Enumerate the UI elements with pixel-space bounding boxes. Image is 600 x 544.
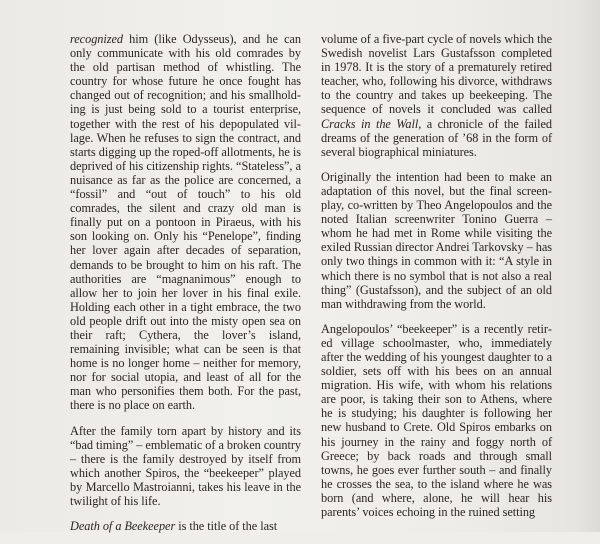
paragraph (70, 519, 301, 533)
italic-phrase: recognized (70, 32, 123, 46)
paragraph-text: him (like Odysseus), and he can only communicate with his old comrades by the old partisan method of whistling. The country for whose future he once fought has changed out of recognition; and his smallholding is just being sold to a tourist enterprise, together with the rest of his depopulated village. When he refuses to sign the contract, and starts digging up the roped-off allotments, he is deprived of his citizenship rights. “Stateless”, a nuisance as far as the police are concerned, a “fossil” and “out of touch” to his old comrades, the silent and crazy old man is finally put on a pontoon in Piraeus, with his son looking on. Only his “Penelope”, finding her lover again after decades of separation, demands to be brought to him on his raft. The authorities are “magnanimous” enough to allow her to join her lover in his final exile. Holding each other in a tight embrace, the two old people drift out into the misty open sea on their raft; Cythera, the lover’s island, remaining invisible; what can be seen is that home is no longer home – neither for memory, nor for social utopia, and least of all for the man who personifies them both. For the past, there is no place on earth. (70, 32, 301, 413)
paragraph-text: Angelopoulos’ “beekeeper” is a recently retired village schoolmaster, who, immediately after the wedding of his youngest daughter to a soldier, sets off with his bees on an annual migration. His wife, with whom his relations are poor, is taking their son to Athens, where he is studying; his daughter is following her new husband to Crete. Old Spiros embarks on his journey in the rainy and foggy north of Greece; by back roads and through small towns, he goes ever further south – and finally he crosses the sea, to the island where he was born (and where, alone, he will hear his parents’ voices echoing in the ruined setting (321, 321, 552, 519)
paragraph-text: Originally the intention had been to make an adaptation of this novel, but the final screenplay, co-written by Theo Angelopoulos and the noted Italian screenwriter Tonino Guerra – whom he had met in Rome while visiting the exiled Russian director Andrei Tarkovsky – has only two things in common with it: “A style in which there is no symbol that is not also a real thing” (Gustafsson), and the subject of an old man withdrawing from the world. (321, 169, 552, 311)
paragraph-text: volume of a five-part cycle of novels which the Swedish novelist Lars Gustafsson completed in 1978. It is the story of a prematurely retired teacher, who, following his divorce, withdraws to the country and takes up beekeeping. The sequence of novels it concluded was called (321, 32, 552, 117)
book-title: Cracks in the Wall (321, 116, 419, 131)
paragraph (321, 322, 552, 519)
paragraph-text: After the family torn apart by history and its “bad timing” – emblematic of a broken country – there is the family destroyed by itself from which another Spiros, the “beekeeper” played by Marcello Mastroianni, takes his leave in the twilight of his life. (70, 423, 301, 508)
book-title: Death of a Beekeeper (70, 519, 176, 534)
paragraph (70, 32, 301, 413)
paragraph (321, 32, 552, 159)
paragraph-text: , a chronicle of the failed dreams of the generation of ’68 in the form of several biographical miniatures. (321, 116, 553, 159)
left-text-column (70, 32, 301, 544)
right-text-column (321, 32, 552, 530)
paragraph-text: is the title of the last (175, 519, 278, 534)
paragraph (70, 424, 301, 509)
paragraph (321, 170, 552, 311)
